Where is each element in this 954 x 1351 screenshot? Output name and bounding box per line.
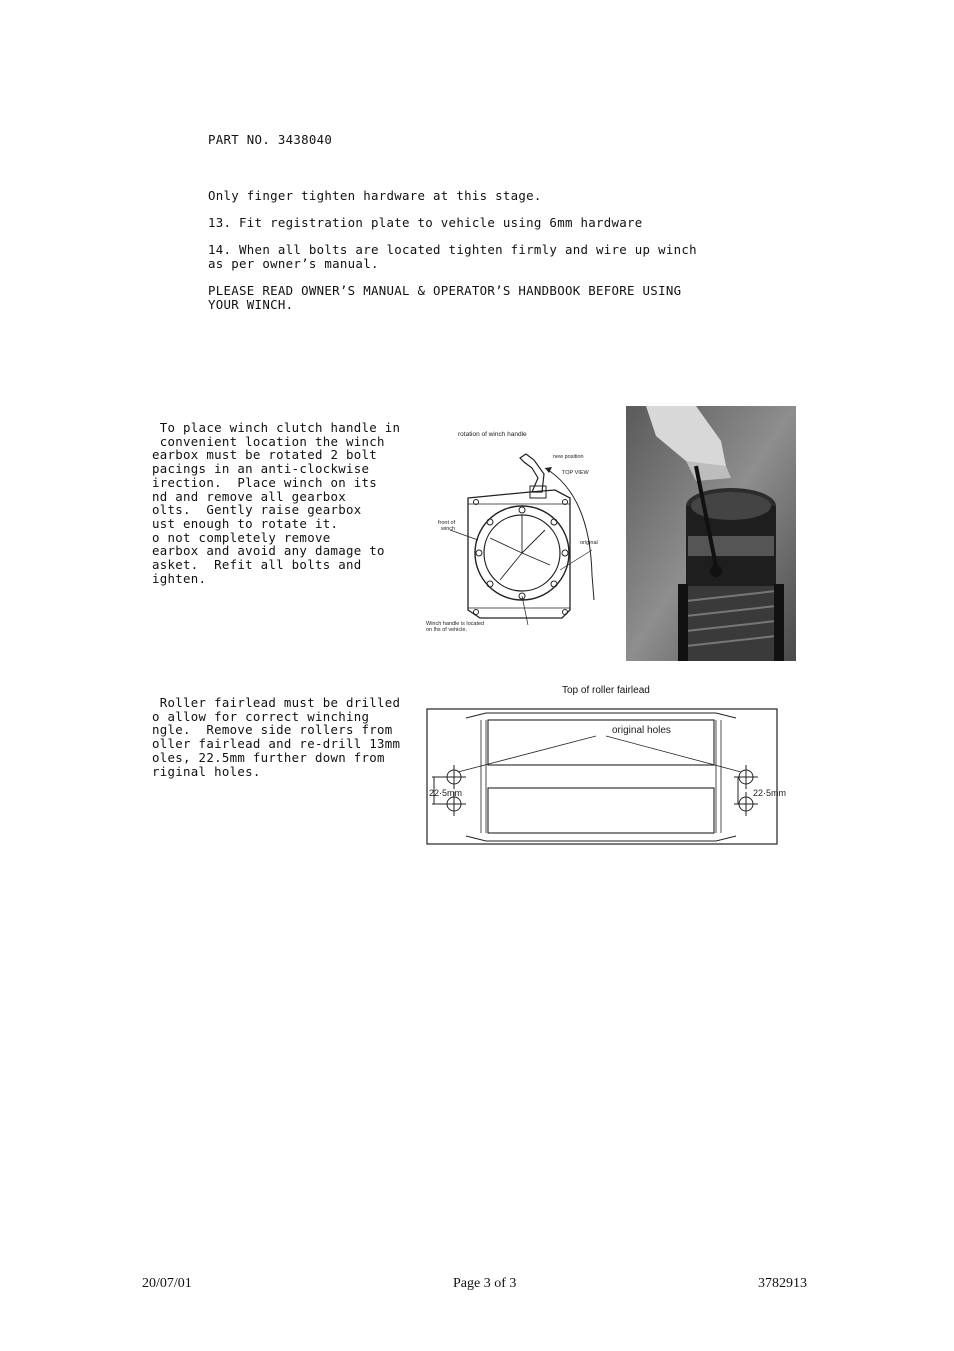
label-handle-location-2: on lhs of vehicle. [426, 627, 467, 633]
label-top-view: TOP VIEW [562, 470, 589, 476]
step-13: 13. Fit registration plate to vehicle using 6mm hardware [208, 215, 643, 230]
label-winch: winch [441, 526, 456, 532]
label-dim-right: 22·5mm [753, 788, 787, 798]
label-front-of: front of [438, 520, 456, 526]
warning-note: PLEASE READ OWNER’S MANUAL & OPERATOR’S HANDBOOK BEFORE USING YOUR WINCH. [208, 283, 682, 312]
label-original-holes: original holes [612, 725, 671, 736]
footer-page: Page 3 of 3 [453, 1276, 517, 1291]
clutch-instructions: To place winch clutch handle in convenient location the winch earbox must be rotated 2 bolt pacings in an anti-clockwise irection. Place winch on its nd and remove all gearbox olts. Gently raise gearbox ust enough to rotate it. o not completely remove earbox and avoid any damage to asket. Refit all bolts and ighten. [152, 420, 401, 586]
fairlead-diagram [426, 708, 787, 846]
label-new-position: new position [553, 454, 584, 460]
label-rotation: rotation of winch handle [458, 431, 527, 438]
step-14: 14. When all bolts are located tighten firmly and wire up winch as per owner’s manual. [208, 242, 697, 271]
label-original: original [580, 540, 598, 546]
finger-tighten-note: Only finger tighten hardware at this stage. [208, 188, 542, 203]
footer-doc-number: 3782913 [758, 1276, 807, 1291]
footer-date: 20/07/01 [142, 1276, 192, 1291]
fairlead-diagram-title: Top of roller fairlead [562, 685, 650, 696]
winch-photo [626, 406, 796, 661]
label-handle-location-1: Winch handle is located [426, 621, 485, 627]
fairlead-instructions: Roller fairlead must be drilled o allow for correct winching ngle. Remove side rollers from oller fairlead and re-drill 13mm oles, 22.5mm further down from riginal holes. [152, 695, 401, 779]
label-dim-left: 22·5mm [429, 788, 463, 798]
winch-top-view-diagram [420, 420, 620, 640]
part-number: PART NO. 3438040 [208, 132, 333, 147]
